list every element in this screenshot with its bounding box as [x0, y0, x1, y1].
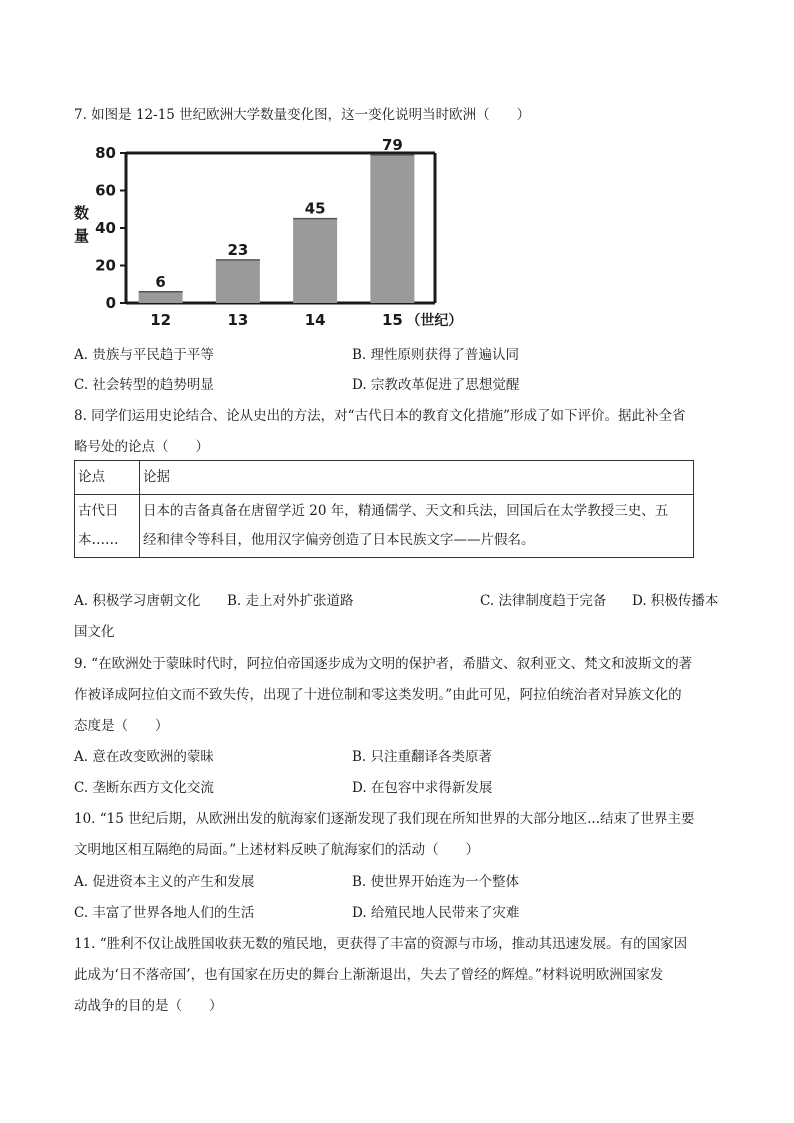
q7-option-a[interactable]: A. 贵族与平民趋于平等 [74, 347, 214, 363]
university-bar-chart [70, 133, 470, 333]
bar [216, 260, 260, 303]
table-evidence-line1: 日本的吉备真备在唐留学近 20 年，精通儒学、天文和兵法，回国后在太学教授三史、五 [143, 503, 669, 519]
q8-option-c[interactable]: C. 法律制度趋于完备 [480, 593, 607, 609]
y-axis-label-1: 数 [74, 204, 90, 222]
q10-stem-line1: 10. “15 世纪后期，从欧洲出发的航海家们逐渐发现了我们现在所知世界的大部分地区...结束了世界主要 [74, 811, 695, 827]
q7-option-c[interactable]: C. 社会转型的趋势明显 [74, 377, 214, 393]
q8-option-d[interactable]: D. 积极传播本 [632, 593, 719, 609]
bar [293, 219, 337, 303]
q8-stem-line2: 略号处的论点（ ） [74, 439, 209, 455]
q11-stem-line1: 11. “胜利不仅让战胜国收获无数的殖民地，更获得了丰富的资源与市场，推动其迅速发展。有的国家因 [74, 936, 688, 952]
q9-option-d[interactable]: D. 在包容中求得新发展 [352, 780, 493, 796]
q8-evidence-table [74, 460, 694, 558]
q7-option-b[interactable]: B. 理性原则获得了普遍认同 [352, 347, 520, 363]
y-tick-label: 60 [95, 181, 116, 200]
q10-option-c[interactable]: C. 丰富了世界各地人们的生活 [74, 905, 255, 921]
x-tick-label: 15 [381, 311, 403, 329]
x-axis-label: （世纪） [406, 313, 463, 329]
q9-stem-line3: 态度是（ ） [74, 718, 169, 734]
y-axis-label-2: 量 [74, 227, 90, 245]
table-header-point: 论点 [75, 461, 140, 495]
table-point-line2: 本…… [78, 532, 119, 548]
q10-stem-line2: 文明地区相互隔绝的局面。”上述材料反映了航海家们的活动（ ） [74, 842, 480, 858]
x-tick-label: 12 [150, 311, 172, 329]
bar [370, 155, 414, 303]
q10-option-b[interactable]: B. 使世界开始连为一个整体 [352, 874, 520, 890]
bar-data-label: 23 [227, 240, 249, 259]
y-tick-label: 40 [95, 219, 116, 237]
table-evidence-line2: 经和律令等科目，他用汉字偏旁创造了日本民族文字——片假名。 [143, 532, 535, 548]
q9-stem-line2: 作被译成阿拉伯文而不致失传，出现了十进位制和零这类发明。”由此可见，阿拉伯统治者对异族文化的 [74, 687, 682, 703]
q10-option-d[interactable]: D. 给殖民地人民带来了灾难 [352, 905, 520, 921]
q11-stem-line2: 此成为‘日不落帝国’，也有国家在历史的舞台上渐渐退出，失去了曾经的辉煌。”材料说明欧洲国家发 [74, 967, 664, 983]
bar-data-label: 79 [381, 135, 403, 154]
q9-stem-line1: 9. “在欧洲处于蒙昧时代时，阿拉伯帝国逐步成为文明的保护者，希腊文、叙利亚文、梵文和波斯文的著 [74, 656, 693, 672]
q9-option-c[interactable]: C. 垄断东西方文化交流 [74, 780, 214, 796]
q8-option-a[interactable]: A. 积极学习唐朝文化 [74, 593, 201, 609]
table-point-line1: 古代日 [78, 503, 119, 519]
x-tick-label: 13 [227, 311, 249, 329]
table-cell-evidence [140, 495, 694, 558]
bar-data-label: 6 [155, 272, 166, 291]
q11-stem-line3: 动战争的目的是（ ） [74, 998, 223, 1014]
q9-option-b[interactable]: B. 只注重翻译各类原著 [352, 749, 493, 765]
q7-option-d[interactable]: D. 宗教改革促进了思想觉醒 [352, 377, 520, 393]
q8-option-b[interactable]: B. 走上对外扩张道路 [227, 593, 354, 609]
x-tick-label: 14 [304, 311, 326, 329]
y-tick-label: 0 [105, 294, 116, 312]
y-tick-label: 80 [95, 144, 116, 162]
y-tick-label: 20 [95, 256, 116, 275]
table-row [75, 495, 694, 558]
q10-option-a[interactable]: A. 促进资本主义的产生和发展 [74, 874, 255, 890]
q9-option-a[interactable]: A. 意在改变欧洲的蒙昧 [74, 749, 214, 765]
table-header-row [75, 461, 694, 495]
bar [139, 292, 183, 303]
q7-stem: 7. 如图是 12-15 世纪欧洲大学数量变化图，这一变化说明当时欧洲（ ） [74, 107, 531, 123]
table-header-evidence: 论据 [140, 461, 694, 495]
table-cell-point [75, 495, 140, 558]
q8-stem-line1: 8. 同学们运用史论结合、论从史出的方法，对“古代日本的教育文化措施”形成了如下评价。据此补全省 [74, 408, 686, 424]
q8-option-d-wrap: 国文化 [74, 624, 115, 640]
bar-data-label: 45 [304, 199, 326, 218]
